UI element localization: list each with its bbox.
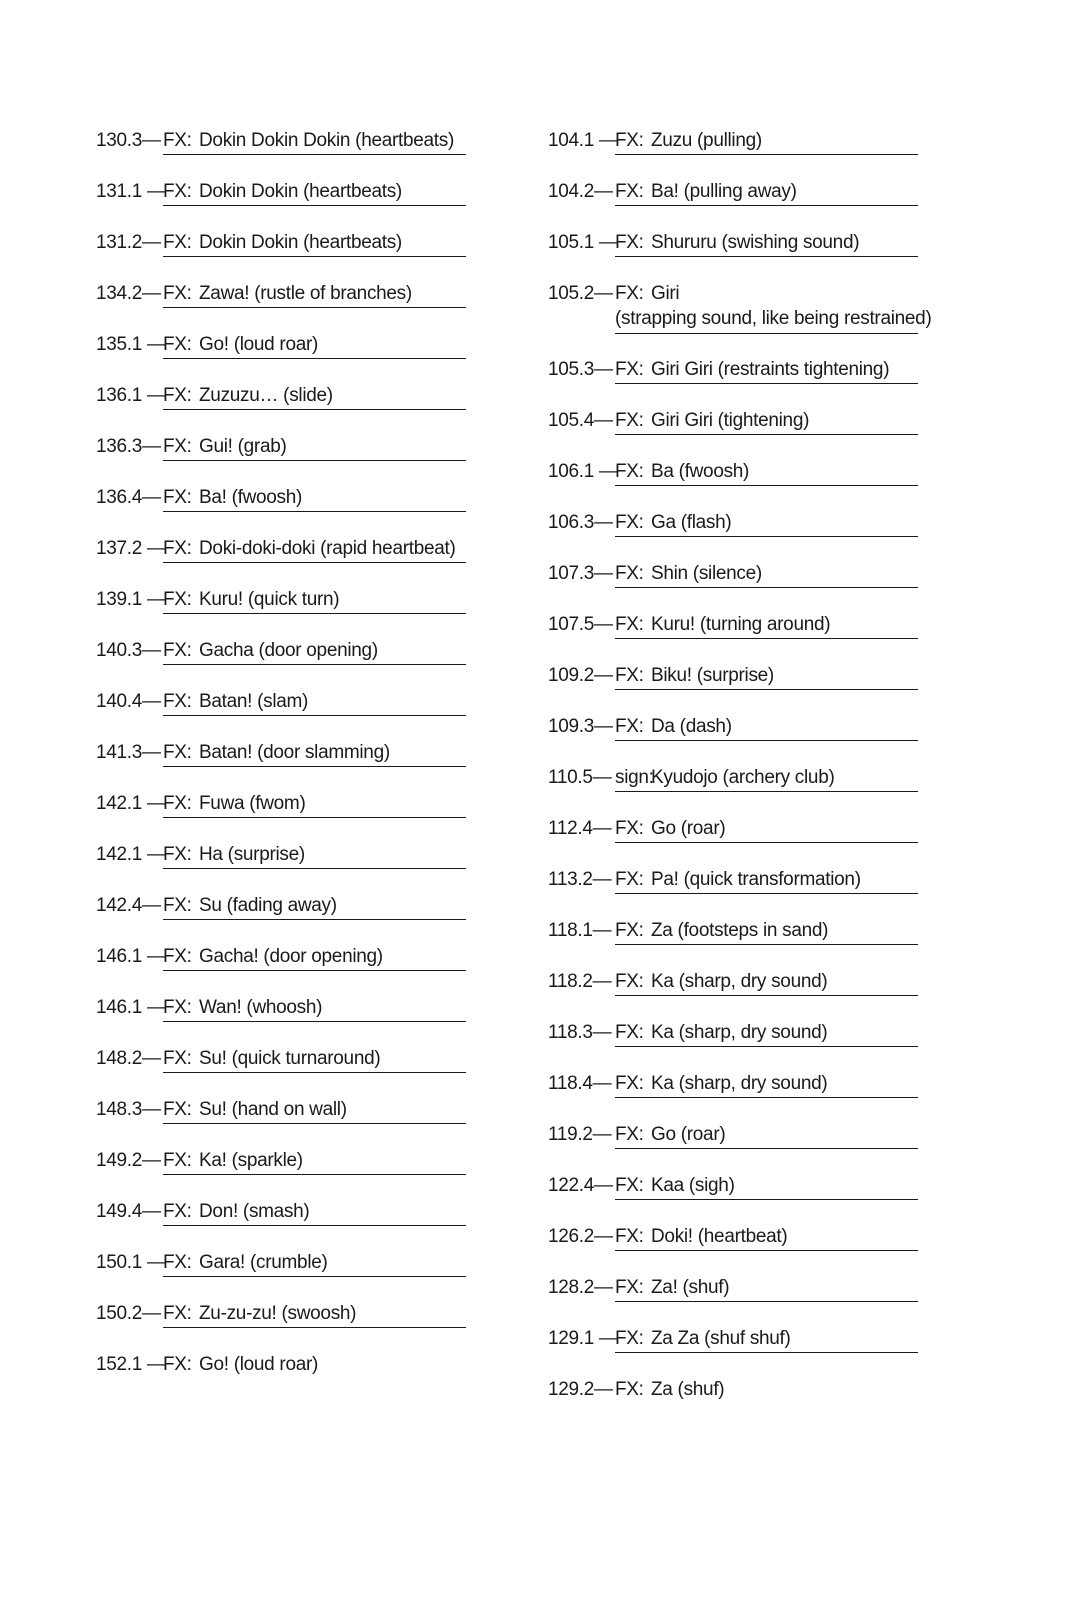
- fx-tag: FX:: [163, 793, 192, 814]
- fx-body: [615, 614, 918, 636]
- underline-rule: [163, 1327, 466, 1328]
- underline-rule: [615, 383, 918, 384]
- underline-rule: [163, 256, 466, 257]
- fx-tag: FX:: [615, 1328, 644, 1349]
- underline-rule: [163, 919, 466, 920]
- fx-description: Go (roar): [651, 1124, 726, 1145]
- fx-body: [615, 1022, 918, 1044]
- page-panel-ref: 149.2—: [96, 1150, 161, 1171]
- fx-tag: FX:: [615, 563, 644, 584]
- fx-tag: FX:: [163, 640, 192, 661]
- page-panel-ref: 118.2—: [548, 971, 612, 992]
- fx-tag: FX:: [163, 538, 192, 559]
- fx-tag: FX:: [163, 997, 192, 1018]
- underline-rule: [615, 485, 918, 486]
- fx-tag: sign:: [615, 767, 654, 788]
- fx-tag: FX:: [615, 971, 644, 992]
- underline-rule: [615, 791, 918, 792]
- page-panel-ref: 106.1 —: [548, 461, 618, 482]
- fx-description: Su! (quick turnaround): [199, 1048, 381, 1069]
- fx-body: [163, 1048, 466, 1070]
- fx-tag: FX:: [615, 181, 644, 202]
- fx-description: Ba (fwoosh): [651, 461, 750, 482]
- fx-description: Zawa! (rustle of branches): [199, 283, 412, 304]
- fx-tag: FX:: [615, 512, 644, 533]
- fx-description: Gui! (grab): [199, 436, 287, 457]
- page-panel-ref: 126.2—: [548, 1226, 613, 1247]
- page-panel-ref: 105.2—: [548, 283, 613, 304]
- fx-description: Za (footsteps in sand): [651, 920, 829, 941]
- page-panel-ref: 146.1 —: [96, 997, 166, 1018]
- fx-description: Dokin Dokin (heartbeats): [199, 181, 402, 202]
- underline-rule: [615, 842, 918, 843]
- fx-tag: FX:: [163, 589, 192, 610]
- fx-description: Go! (loud roar): [199, 334, 319, 355]
- page-panel-ref: 105.3—: [548, 359, 613, 380]
- page-panel-ref: 129.2—: [548, 1379, 613, 1400]
- page-panel-ref: 105.1 —: [548, 232, 618, 253]
- fx-body: [163, 130, 466, 152]
- fx-description: Dokin Dokin Dokin (heartbeats): [199, 130, 455, 151]
- fx-description: Dokin Dokin (heartbeats): [199, 232, 402, 253]
- fx-body: [163, 742, 466, 764]
- fx-body: [615, 1379, 918, 1401]
- fx-body: [163, 946, 466, 968]
- fx-description: Ba! (pulling away): [651, 181, 797, 202]
- underline-rule: [615, 689, 918, 690]
- fx-body: [615, 920, 918, 942]
- fx-tag: FX:: [163, 334, 192, 355]
- page-panel-ref: 129.1 —: [548, 1328, 618, 1349]
- fx-body: [615, 461, 918, 483]
- page-panel-ref: 135.1 —: [96, 334, 166, 355]
- fx-body: [615, 1277, 918, 1299]
- fx-body: [163, 640, 466, 662]
- underline-rule: [163, 817, 466, 818]
- fx-tag: FX:: [615, 614, 644, 635]
- underline-rule: [163, 1174, 466, 1175]
- fx-body: [615, 563, 918, 585]
- fx-description: Za (shuf): [651, 1379, 725, 1400]
- fx-body: [615, 181, 918, 203]
- fx-body: [163, 283, 466, 305]
- page-panel-ref: 118.1—: [548, 920, 612, 941]
- fx-body: [163, 895, 466, 917]
- page-panel-ref: 104.2—: [548, 181, 613, 202]
- fx-description: Da (dash): [651, 716, 732, 737]
- fx-body: [163, 1252, 466, 1274]
- fx-body: [163, 334, 466, 356]
- fx-description: Kyudojo (archery club): [651, 767, 835, 788]
- fx-description: Pa! (quick transformation): [651, 869, 861, 890]
- underline-rule: [163, 1072, 466, 1073]
- fx-description: Fuwa (fwom): [199, 793, 306, 814]
- fx-tag: FX:: [615, 1073, 644, 1094]
- fx-body: [163, 1099, 466, 1121]
- page-panel-ref: 113.2—: [548, 869, 612, 890]
- fx-tag: FX:: [615, 359, 644, 380]
- fx-tag: FX:: [163, 1303, 192, 1324]
- fx-tag: FX:: [615, 665, 644, 686]
- fx-tag: FX:: [163, 385, 192, 406]
- underline-rule: [615, 1301, 918, 1302]
- fx-description: Su (fading away): [199, 895, 337, 916]
- underline-rule: [163, 1123, 466, 1124]
- fx-tag: FX:: [163, 436, 192, 457]
- fx-body: [163, 487, 466, 509]
- page-panel-ref: 109.3—: [548, 716, 613, 737]
- page-panel-ref: 122.4—: [548, 1175, 613, 1196]
- fx-tag: FX:: [615, 920, 644, 941]
- fx-tag: FX:: [163, 1048, 192, 1069]
- fx-body: [615, 1124, 918, 1146]
- fx-description-continued: (strapping sound, like being restrained): [615, 308, 932, 329]
- page-panel-ref: 130.3—: [96, 130, 161, 151]
- page-panel-ref: 134.2—: [96, 283, 161, 304]
- fx-description: Giri Giri (restraints tightening): [651, 359, 890, 380]
- underline-rule: [615, 434, 918, 435]
- fx-tag: FX:: [163, 1252, 192, 1273]
- fx-tag: FX:: [615, 130, 644, 151]
- fx-description: Kaa (sigh): [651, 1175, 735, 1196]
- page-panel-ref: 109.2—: [548, 665, 613, 686]
- fx-body: [163, 1201, 466, 1223]
- fx-body: [163, 997, 466, 1019]
- underline-rule: [615, 205, 918, 206]
- underline-rule: [163, 154, 466, 155]
- underline-rule: [615, 1352, 918, 1353]
- page-panel-ref: 142.4—: [96, 895, 161, 916]
- underline-rule: [163, 409, 466, 410]
- fx-description: Wan! (whoosh): [199, 997, 323, 1018]
- underline-rule: [615, 333, 918, 334]
- page-panel-ref: 107.5—: [548, 614, 613, 635]
- fx-tag: FX:: [163, 1201, 192, 1222]
- fx-description: Zuzuzu… (slide): [199, 385, 333, 406]
- page-panel-ref: 142.1 —: [96, 844, 166, 865]
- fx-description: Za! (shuf): [651, 1277, 730, 1298]
- page-panel-ref: 119.2—: [548, 1124, 612, 1145]
- fx-body: [615, 359, 918, 381]
- fx-body: [163, 436, 466, 458]
- fx-tag: FX:: [163, 283, 192, 304]
- fx-tag: FX:: [615, 1175, 644, 1196]
- page-panel-ref: 150.2—: [96, 1303, 161, 1324]
- fx-tag: FX:: [163, 130, 192, 151]
- underline-rule: [615, 1097, 918, 1098]
- page-panel-ref: 141.3—: [96, 742, 161, 763]
- underline-rule: [163, 766, 466, 767]
- fx-description: Ka (sharp, dry sound): [651, 971, 828, 992]
- page-panel-ref: 142.1 —: [96, 793, 166, 814]
- fx-description: Giri Giri (tightening): [651, 410, 810, 431]
- underline-rule: [163, 307, 466, 308]
- fx-description: Giri: [651, 283, 680, 304]
- fx-description: Shururu (swishing sound): [651, 232, 860, 253]
- underline-rule: [615, 536, 918, 537]
- fx-body: [163, 793, 466, 815]
- fx-tag: FX:: [163, 895, 192, 916]
- page-panel-ref: 136.3—: [96, 436, 161, 457]
- fx-description: Ka (sharp, dry sound): [651, 1073, 828, 1094]
- page-panel-ref: 105.4—: [548, 410, 613, 431]
- fx-description: Ga (flash): [651, 512, 732, 533]
- underline-rule: [163, 562, 466, 563]
- fx-description: Doki! (heartbeat): [651, 1226, 788, 1247]
- fx-tag: FX:: [163, 1150, 192, 1171]
- fx-body: [615, 130, 918, 152]
- underline-rule: [615, 944, 918, 945]
- page-panel-ref: 149.4—: [96, 1201, 161, 1222]
- underline-rule: [163, 868, 466, 869]
- fx-body: [163, 589, 466, 611]
- fx-tag: FX:: [163, 181, 192, 202]
- fx-description: Go (roar): [651, 818, 726, 839]
- fx-tag: FX:: [163, 742, 192, 763]
- fx-body: [163, 1354, 466, 1376]
- fx-description: Biku! (surprise): [651, 665, 774, 686]
- fx-description: Zuzu (pulling): [651, 130, 762, 151]
- fx-body: [615, 232, 918, 254]
- underline-rule: [615, 256, 918, 257]
- fx-body: [615, 818, 918, 840]
- fx-body: [615, 716, 918, 738]
- underline-rule: [163, 205, 466, 206]
- fx-description: Ka (sharp, dry sound): [651, 1022, 828, 1043]
- page-panel-ref: 148.3—: [96, 1099, 161, 1120]
- fx-body: [163, 181, 466, 203]
- fx-body: [163, 691, 466, 713]
- fx-tag: FX:: [615, 716, 644, 737]
- underline-rule: [163, 715, 466, 716]
- underline-rule: [163, 1225, 466, 1226]
- page-panel-ref: 118.4—: [548, 1073, 612, 1094]
- underline-rule: [615, 1199, 918, 1200]
- fx-description: Ka! (sparkle): [199, 1150, 303, 1171]
- underline-rule: [163, 358, 466, 359]
- fx-description: Batan! (door slamming): [199, 742, 390, 763]
- fx-body: [163, 538, 466, 560]
- fx-body: [615, 1073, 918, 1095]
- fx-tag: FX:: [615, 283, 644, 304]
- fx-description: Batan! (slam): [199, 691, 309, 712]
- page-panel-ref: 152.1 —: [96, 1354, 166, 1375]
- underline-rule: [615, 154, 918, 155]
- fx-tag: FX:: [163, 844, 192, 865]
- fx-tag: FX:: [163, 232, 192, 253]
- underline-rule: [615, 995, 918, 996]
- fx-description: Doki-doki-doki (rapid heartbeat): [199, 538, 456, 559]
- page-panel-ref: 128.2—: [548, 1277, 613, 1298]
- fx-description: Kuru! (quick turn): [199, 589, 340, 610]
- underline-rule: [163, 970, 466, 971]
- page-panel-ref: 131.2—: [96, 232, 161, 253]
- underline-rule: [615, 1250, 918, 1251]
- underline-rule: [615, 1046, 918, 1047]
- fx-body: [615, 869, 918, 891]
- fx-tag: FX:: [615, 1022, 644, 1043]
- fx-description: Don! (smash): [199, 1201, 310, 1222]
- fx-body: [615, 971, 918, 993]
- fx-tag: FX:: [615, 1277, 644, 1298]
- fx-description: Go! (loud roar): [199, 1354, 319, 1375]
- fx-description: Za Za (shuf shuf): [651, 1328, 791, 1349]
- page-panel-ref: 137.2 —: [96, 538, 166, 559]
- underline-rule: [163, 1021, 466, 1022]
- fx-body: [163, 1303, 466, 1325]
- underline-rule: [163, 1276, 466, 1277]
- underline-rule: [163, 511, 466, 512]
- fx-tag: FX:: [163, 946, 192, 967]
- page-panel-ref: 139.1 —: [96, 589, 166, 610]
- fx-body: [615, 767, 918, 789]
- fx-description: Ba! (fwoosh): [199, 487, 303, 508]
- fx-body: [163, 844, 466, 866]
- fx-description: Gara! (crumble): [199, 1252, 328, 1273]
- underline-rule: [615, 893, 918, 894]
- fx-description: Shin (silence): [651, 563, 762, 584]
- fx-body: [163, 1150, 466, 1172]
- page-panel-ref: 140.3—: [96, 640, 161, 661]
- page-panel-ref: 150.1 —: [96, 1252, 166, 1273]
- underline-rule: [163, 664, 466, 665]
- fx-tag: FX:: [615, 1379, 644, 1400]
- page-panel-ref: 136.4—: [96, 487, 161, 508]
- page-panel-ref: 131.1 —: [96, 181, 166, 202]
- page-panel-ref: 112.4—: [548, 818, 612, 839]
- page-panel-ref: 136.1 —: [96, 385, 166, 406]
- fx-tag: FX:: [615, 818, 644, 839]
- fx-tag: FX:: [615, 461, 644, 482]
- page-panel-ref: 146.1 —: [96, 946, 166, 967]
- page-panel-ref: 140.4—: [96, 691, 161, 712]
- fx-body: [615, 283, 932, 330]
- fx-description: Ha (surprise): [199, 844, 305, 865]
- underline-rule: [163, 613, 466, 614]
- fx-description: Kuru! (turning around): [651, 614, 831, 635]
- underline-rule: [163, 460, 466, 461]
- fx-description: Su! (hand on wall): [199, 1099, 347, 1120]
- fx-tag: FX:: [163, 1354, 192, 1375]
- page-panel-ref: 104.1 —: [548, 130, 618, 151]
- fx-tag: FX:: [163, 487, 192, 508]
- underline-rule: [615, 587, 918, 588]
- fx-tag: FX:: [163, 1099, 192, 1120]
- fx-description: Gacha (door opening): [199, 640, 378, 661]
- fx-body: [615, 1226, 918, 1248]
- fx-tag: FX:: [615, 410, 644, 431]
- fx-body: [615, 665, 918, 687]
- fx-tag: FX:: [163, 691, 192, 712]
- fx-tag: FX:: [615, 232, 644, 253]
- fx-body: [615, 512, 918, 534]
- underline-rule: [615, 740, 918, 741]
- page-panel-ref: 106.3—: [548, 512, 613, 533]
- underline-rule: [615, 638, 918, 639]
- fx-description: Zu-zu-zu! (swoosh): [199, 1303, 357, 1324]
- fx-body: [163, 385, 466, 407]
- fx-body: [163, 232, 466, 254]
- fx-body: [615, 1328, 918, 1350]
- fx-description: Gacha! (door opening): [199, 946, 383, 967]
- page-panel-ref: 107.3—: [548, 563, 613, 584]
- page-panel-ref: 110.5—: [548, 767, 612, 788]
- underline-rule: [615, 1148, 918, 1149]
- fx-tag: FX:: [615, 869, 644, 890]
- fx-tag: FX:: [615, 1124, 644, 1145]
- fx-body: [615, 1175, 918, 1197]
- fx-body: [615, 410, 918, 432]
- page-panel-ref: 118.3—: [548, 1022, 612, 1043]
- page-panel-ref: 148.2—: [96, 1048, 161, 1069]
- fx-tag: FX:: [615, 1226, 644, 1247]
